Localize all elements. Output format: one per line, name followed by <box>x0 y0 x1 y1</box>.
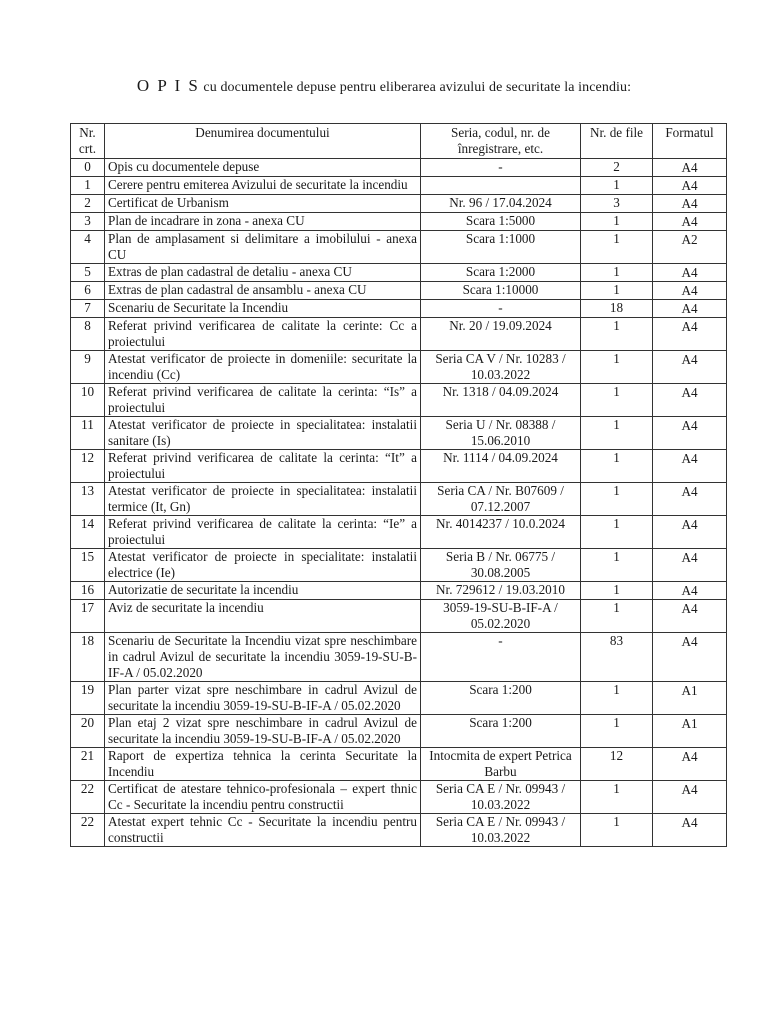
cell-denumire: Atestat verificator de proiecte in domeniile: securitate la incendiu (Cc) <box>105 351 421 384</box>
table-row <box>71 600 727 633</box>
header-seria: Seria, codul, nr. de înregistrare, etc. <box>421 124 581 159</box>
cell-nr: 14 <box>71 516 105 549</box>
cell-file: 1 <box>581 549 653 582</box>
cell-nr: 1 <box>71 177 105 195</box>
cell-seria: Scara 1:10000 <box>421 282 581 300</box>
cell-denumire: Referat privind verificarea de calitate la cerinte: Cc a proiectului <box>105 318 421 351</box>
table-row <box>71 814 727 847</box>
cell-denumire: Plan parter vizat spre neschimbare in cadrul Avizul de securitate la incendiu 3059-19-SU-B-IF-A / 05.02.2020 <box>105 682 421 715</box>
table-row <box>71 264 727 282</box>
cell-format: A4 <box>653 450 727 483</box>
cell-file: 1 <box>581 231 653 264</box>
cell-seria: Seria B / Nr. 06775 / 30.08.2005 <box>421 549 581 582</box>
cell-seria: - <box>421 159 581 177</box>
table-row <box>71 715 727 748</box>
cell-nr: 8 <box>71 318 105 351</box>
cell-nr: 15 <box>71 549 105 582</box>
cell-seria: Scara 1:200 <box>421 715 581 748</box>
cell-nr: 22 <box>71 781 105 814</box>
table-row <box>71 516 727 549</box>
cell-format: A1 <box>653 682 727 715</box>
table-row <box>71 748 727 781</box>
header-denumire: Denumirea documentului <box>105 124 421 159</box>
cell-seria: Scara 1:2000 <box>421 264 581 282</box>
cell-file: 18 <box>581 300 653 318</box>
cell-file: 2 <box>581 159 653 177</box>
cell-denumire: Opis cu documentele depuse <box>105 159 421 177</box>
cell-format: A4 <box>653 264 727 282</box>
cell-seria: Scara 1:200 <box>421 682 581 715</box>
cell-nr: 18 <box>71 633 105 682</box>
cell-denumire: Certificat de atestare tehnico-profesionala – expert thnic Cc - Securitate la incendiu pentru constructii <box>105 781 421 814</box>
table-row <box>71 177 727 195</box>
cell-format: A4 <box>653 177 727 195</box>
cell-format: A4 <box>653 300 727 318</box>
cell-file: 1 <box>581 417 653 450</box>
cell-denumire: Plan de incadrare in zona - anexa CU <box>105 213 421 231</box>
cell-nr: 5 <box>71 264 105 282</box>
table-row <box>71 282 727 300</box>
table-row <box>71 450 727 483</box>
cell-nr: 11 <box>71 417 105 450</box>
table-row <box>71 582 727 600</box>
table-row <box>71 159 727 177</box>
table-row <box>71 213 727 231</box>
cell-denumire: Referat privind verificarea de calitate la cerinta: “It” a proiectului <box>105 450 421 483</box>
cell-file: 1 <box>581 264 653 282</box>
table-row <box>71 384 727 417</box>
cell-seria <box>421 177 581 195</box>
cell-file: 1 <box>581 318 653 351</box>
cell-seria: Nr. 4014237 / 10.0.2024 <box>421 516 581 549</box>
cell-nr: 22 <box>71 814 105 847</box>
cell-seria: Nr. 1318 / 04.09.2024 <box>421 384 581 417</box>
cell-denumire: Cerere pentru emiterea Avizului de securitate la incendiu <box>105 177 421 195</box>
cell-nr: 21 <box>71 748 105 781</box>
cell-format: A4 <box>653 384 727 417</box>
table-row <box>71 417 727 450</box>
cell-nr: 13 <box>71 483 105 516</box>
cell-denumire: Referat privind verificarea de calitate la cerinta: “Is” a proiectului <box>105 384 421 417</box>
cell-format: A1 <box>653 715 727 748</box>
cell-file: 1 <box>581 582 653 600</box>
cell-seria: 3059-19-SU-B-IF-A / 05.02.2020 <box>421 600 581 633</box>
cell-denumire: Referat privind verificarea de calitate la cerinta: “Ie” a proiectului <box>105 516 421 549</box>
cell-nr: 17 <box>71 600 105 633</box>
cell-denumire: Plan de amplasament si delimitare a imobilului - anexa CU <box>105 231 421 264</box>
cell-format: A4 <box>653 213 727 231</box>
cell-format: A4 <box>653 814 727 847</box>
cell-file: 1 <box>581 384 653 417</box>
cell-format: A4 <box>653 781 727 814</box>
cell-denumire: Scenariu de Securitate la Incendiu <box>105 300 421 318</box>
cell-nr: 6 <box>71 282 105 300</box>
cell-seria: - <box>421 633 581 682</box>
table-row <box>71 549 727 582</box>
cell-nr: 2 <box>71 195 105 213</box>
cell-file: 1 <box>581 600 653 633</box>
cell-denumire: Atestat verificator de proiecte in specialitate: instalatii electrice (Ie) <box>105 549 421 582</box>
cell-file: 1 <box>581 516 653 549</box>
cell-denumire: Extras de plan cadastral de ansamblu - anexa CU <box>105 282 421 300</box>
title-rest: cu documentele depuse pentru eliberarea avizului de securitate la incendiu: <box>199 80 632 95</box>
cell-file: 1 <box>581 450 653 483</box>
cell-format: A4 <box>653 582 727 600</box>
table-row <box>71 318 727 351</box>
cell-format: A4 <box>653 549 727 582</box>
cell-format: A4 <box>653 318 727 351</box>
cell-file: 1 <box>581 282 653 300</box>
cell-seria: Nr. 96 / 17.04.2024 <box>421 195 581 213</box>
cell-seria: Seria CA E / Nr. 09943 / 10.03.2022 <box>421 781 581 814</box>
cell-nr: 0 <box>71 159 105 177</box>
header-format: Formatul <box>653 124 727 159</box>
cell-seria: Nr. 20 / 19.09.2024 <box>421 318 581 351</box>
cell-seria: Seria U / Nr. 08388 / 15.06.2010 <box>421 417 581 450</box>
cell-denumire: Raport de expertiza tehnica la cerinta Securitate la Incendiu <box>105 748 421 781</box>
cell-nr: 3 <box>71 213 105 231</box>
cell-nr: 12 <box>71 450 105 483</box>
cell-denumire: Atestat verificator de proiecte in specialitatea: instalatii termice (It, Gn) <box>105 483 421 516</box>
cell-nr: 16 <box>71 582 105 600</box>
cell-format: A4 <box>653 417 727 450</box>
table-row <box>71 351 727 384</box>
cell-seria: Seria CA V / Nr. 10283 / 10.03.2022 <box>421 351 581 384</box>
table-row <box>71 781 727 814</box>
cell-file: 1 <box>581 213 653 231</box>
cell-seria: Nr. 729612 / 19.03.2010 <box>421 582 581 600</box>
cell-file: 1 <box>581 177 653 195</box>
cell-format: A4 <box>653 600 727 633</box>
title-lead: O P I S <box>136 76 200 95</box>
cell-format: A4 <box>653 633 727 682</box>
cell-file: 83 <box>581 633 653 682</box>
cell-nr: 19 <box>71 682 105 715</box>
cell-denumire: Extras de plan cadastral de detaliu - anexa CU <box>105 264 421 282</box>
cell-format: A4 <box>653 282 727 300</box>
table-row <box>71 195 727 213</box>
cell-denumire: Atestat verificator de proiecte in specialitatea: instalatii sanitare (Is) <box>105 417 421 450</box>
table-row <box>71 633 727 682</box>
cell-format: A4 <box>653 351 727 384</box>
cell-file: 1 <box>581 814 653 847</box>
cell-seria: Scara 1:5000 <box>421 213 581 231</box>
table-row <box>71 231 727 264</box>
cell-seria: Nr. 1114 / 04.09.2024 <box>421 450 581 483</box>
cell-file: 1 <box>581 715 653 748</box>
cell-format: A4 <box>653 195 727 213</box>
cell-nr: 4 <box>71 231 105 264</box>
cell-nr: 7 <box>71 300 105 318</box>
cell-format: A2 <box>653 231 727 264</box>
cell-seria: Seria CA E / Nr. 09943 / 10.03.2022 <box>421 814 581 847</box>
cell-file: 3 <box>581 195 653 213</box>
header-nr: Nr. crt. <box>71 124 105 159</box>
cell-format: A4 <box>653 483 727 516</box>
cell-denumire: Scenariu de Securitate la Incendiu vizat spre neschimbare in cadrul Avizul de securitate la incendiu 3059-19-SU-B-IF-A / 05.02.2020 <box>105 633 421 682</box>
cell-denumire: Atestat expert tehnic Cc - Securitate la incendiu pentru constructii <box>105 814 421 847</box>
table-header-row <box>71 124 727 159</box>
cell-seria: Seria CA / Nr. B07609 / 07.12.2007 <box>421 483 581 516</box>
table-row <box>71 682 727 715</box>
cell-file: 12 <box>581 748 653 781</box>
cell-file: 1 <box>581 483 653 516</box>
header-file: Nr. de file <box>581 124 653 159</box>
cell-file: 1 <box>581 682 653 715</box>
cell-nr: 20 <box>71 715 105 748</box>
cell-nr: 10 <box>71 384 105 417</box>
cell-denumire: Aviz de securitate la incendiu <box>105 600 421 633</box>
table-row <box>71 300 727 318</box>
cell-format: A4 <box>653 159 727 177</box>
cell-seria: Intocmita de expert Petrica Barbu <box>421 748 581 781</box>
cell-file: 1 <box>581 351 653 384</box>
cell-format: A4 <box>653 748 727 781</box>
cell-denumire: Autorizatie de securitate la incendiu <box>105 582 421 600</box>
cell-seria: - <box>421 300 581 318</box>
documents-table <box>70 123 727 847</box>
document-title <box>0 76 768 96</box>
cell-denumire: Plan etaj 2 vizat spre neschimbare in cadrul Avizul de securitate la incendiu 3059-19-SU-B-IF-A / 05.02.2020 <box>105 715 421 748</box>
table-row <box>71 483 727 516</box>
cell-file: 1 <box>581 781 653 814</box>
cell-format: A4 <box>653 516 727 549</box>
cell-seria: Scara 1:1000 <box>421 231 581 264</box>
cell-nr: 9 <box>71 351 105 384</box>
cell-denumire: Certificat de Urbanism <box>105 195 421 213</box>
